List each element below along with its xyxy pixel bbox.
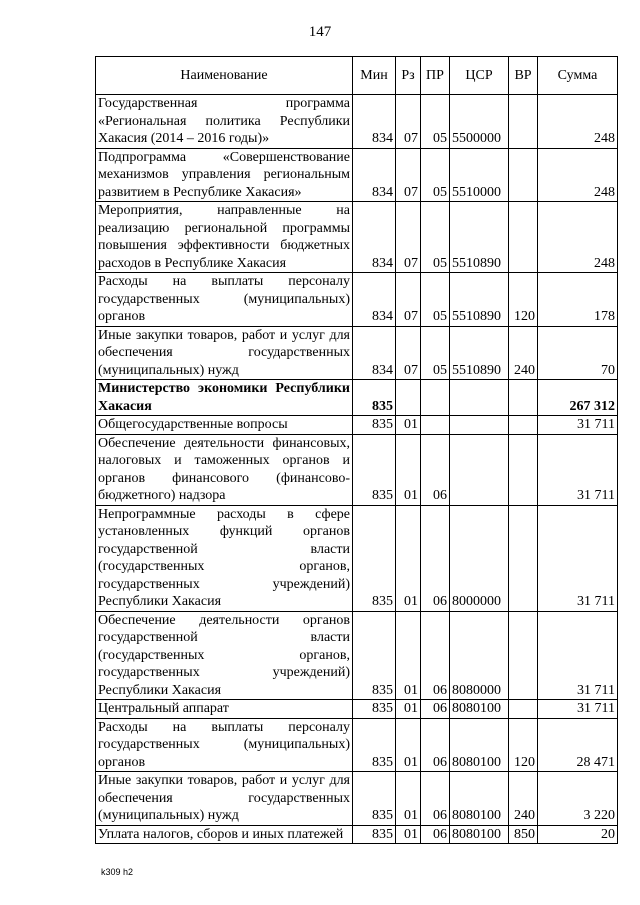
cell-min: 835 [353, 434, 396, 505]
table-row [96, 434, 618, 505]
cell-sum: 70 [538, 326, 618, 380]
cell-rz: 01 [396, 416, 421, 435]
cell-sum: 267 312 [538, 380, 618, 416]
cell-rz: 07 [396, 202, 421, 273]
cell-csr: 5510000 [450, 148, 509, 202]
cell-pr: 06 [421, 772, 450, 826]
cell-min: 834 [353, 148, 396, 202]
cell-rz: 07 [396, 95, 421, 149]
cell-csr [450, 380, 509, 416]
cell-rz: 01 [396, 505, 421, 611]
cell-rz [396, 380, 421, 416]
cell-sum: 31 711 [538, 505, 618, 611]
cell-csr: 5510890 [450, 202, 509, 273]
cell-rz: 01 [396, 718, 421, 772]
table-row [96, 148, 618, 202]
table-row [96, 95, 618, 149]
cell-name: Общегосударственные вопросы [96, 416, 353, 435]
cell-pr: 05 [421, 273, 450, 327]
cell-csr: 8080100 [450, 772, 509, 826]
cell-sum: 31 711 [538, 611, 618, 700]
cell-rz: 01 [396, 825, 421, 844]
table-row [96, 611, 618, 700]
cell-vr [509, 505, 538, 611]
cell-name: Обеспечение деятельности органов государственной власти (государственных органов, государственных учреждений) Республики Хакасия [96, 611, 353, 700]
cell-name: Иные закупки товаров, работ и услуг для обеспечения государственных (муниципальных) нужд [96, 326, 353, 380]
header-pr: ПР [421, 57, 450, 95]
table-row [96, 416, 618, 435]
cell-vr [509, 202, 538, 273]
table-row [96, 825, 618, 844]
cell-min: 835 [353, 718, 396, 772]
table-row [96, 505, 618, 611]
cell-csr [450, 416, 509, 435]
cell-rz: 01 [396, 700, 421, 719]
cell-sum: 248 [538, 148, 618, 202]
cell-name: Государственная программа «Региональная политика Республики Хакасия (2014 – 2016 годы)» [96, 95, 353, 149]
cell-sum: 3 220 [538, 772, 618, 826]
cell-min: 835 [353, 380, 396, 416]
cell-pr [421, 380, 450, 416]
cell-vr: 120 [509, 273, 538, 327]
cell-sum: 248 [538, 202, 618, 273]
cell-pr [421, 416, 450, 435]
cell-rz: 01 [396, 434, 421, 505]
cell-pr: 06 [421, 434, 450, 505]
budget-table [95, 56, 618, 844]
table-header-row [96, 57, 618, 95]
cell-rz: 01 [396, 611, 421, 700]
cell-csr: 8080100 [450, 700, 509, 719]
cell-pr: 06 [421, 825, 450, 844]
cell-min: 835 [353, 772, 396, 826]
cell-csr: 8080100 [450, 825, 509, 844]
cell-name: Расходы на выплаты персоналу государственных (муниципальных) органов [96, 273, 353, 327]
table-row [96, 326, 618, 380]
page-number: 147 [308, 24, 332, 40]
cell-vr: 120 [509, 718, 538, 772]
cell-sum: 31 711 [538, 416, 618, 435]
cell-name: Министерство экономики Республики Хакасия [96, 380, 353, 416]
cell-name: Центральный аппарат [96, 700, 353, 719]
cell-pr: 06 [421, 505, 450, 611]
cell-rz: 07 [396, 273, 421, 327]
header-csr: ЦСР [450, 57, 509, 95]
cell-min: 835 [353, 700, 396, 719]
cell-name: Мероприятия, направленные на реализацию региональной программы повышения эффективности бюджетных расходов в Республике Хакасия [96, 202, 353, 273]
cell-pr: 05 [421, 326, 450, 380]
cell-name: Подпрограмма «Совершенствование механизмов управления региональным развитием в Республике Хакасия» [96, 148, 353, 202]
header-vr: ВР [509, 57, 538, 95]
header-rz: Рз [396, 57, 421, 95]
cell-name: Расходы на выплаты персоналу государственных (муниципальных) органов [96, 718, 353, 772]
header-sum: Сумма [538, 57, 618, 95]
cell-vr [509, 434, 538, 505]
cell-csr: 8080000 [450, 611, 509, 700]
table-row [96, 380, 618, 416]
cell-min: 835 [353, 611, 396, 700]
cell-vr: 240 [509, 326, 538, 380]
table-row [96, 718, 618, 772]
cell-name: Уплата налогов, сборов и иных платежей [96, 825, 353, 844]
table-row [96, 700, 618, 719]
cell-min: 834 [353, 95, 396, 149]
cell-vr [509, 416, 538, 435]
cell-vr [509, 95, 538, 149]
cell-csr [450, 434, 509, 505]
cell-vr [509, 700, 538, 719]
table-row [96, 202, 618, 273]
cell-min: 834 [353, 202, 396, 273]
cell-rz: 07 [396, 148, 421, 202]
table-row [96, 273, 618, 327]
cell-csr: 5510890 [450, 326, 509, 380]
footer-code: k309 h2 [101, 867, 134, 877]
cell-pr: 06 [421, 718, 450, 772]
cell-pr: 05 [421, 95, 450, 149]
cell-sum: 178 [538, 273, 618, 327]
header-min: Мин [353, 57, 396, 95]
cell-sum: 31 711 [538, 700, 618, 719]
cell-pr: 05 [421, 148, 450, 202]
cell-min: 834 [353, 326, 396, 380]
cell-vr: 850 [509, 825, 538, 844]
cell-csr: 8000000 [450, 505, 509, 611]
cell-rz: 07 [396, 326, 421, 380]
cell-sum: 28 471 [538, 718, 618, 772]
cell-vr [509, 611, 538, 700]
cell-name: Обеспечение деятельности финансовых, налоговых и таможенных органов и органов финансового (финансово-бюджетного) надзора [96, 434, 353, 505]
cell-vr [509, 148, 538, 202]
cell-pr: 06 [421, 611, 450, 700]
cell-sum: 20 [538, 825, 618, 844]
cell-name: Непрограммные расходы в сфере установленных функций органов государственной власти (государственных органов, государственных учреждений) Республики Хакасия [96, 505, 353, 611]
cell-name: Иные закупки товаров, работ и услуг для обеспечения государственных (муниципальных) нужд [96, 772, 353, 826]
cell-csr: 5500000 [450, 95, 509, 149]
cell-csr: 8080100 [450, 718, 509, 772]
cell-csr: 5510890 [450, 273, 509, 327]
header-name: Наименование [96, 57, 353, 95]
cell-pr: 06 [421, 700, 450, 719]
cell-min: 834 [353, 273, 396, 327]
cell-pr: 05 [421, 202, 450, 273]
cell-min: 835 [353, 505, 396, 611]
cell-sum: 248 [538, 95, 618, 149]
cell-min: 835 [353, 825, 396, 844]
cell-min: 835 [353, 416, 396, 435]
cell-vr [509, 380, 538, 416]
table-row [96, 772, 618, 826]
cell-vr: 240 [509, 772, 538, 826]
cell-rz: 01 [396, 772, 421, 826]
cell-sum: 31 711 [538, 434, 618, 505]
